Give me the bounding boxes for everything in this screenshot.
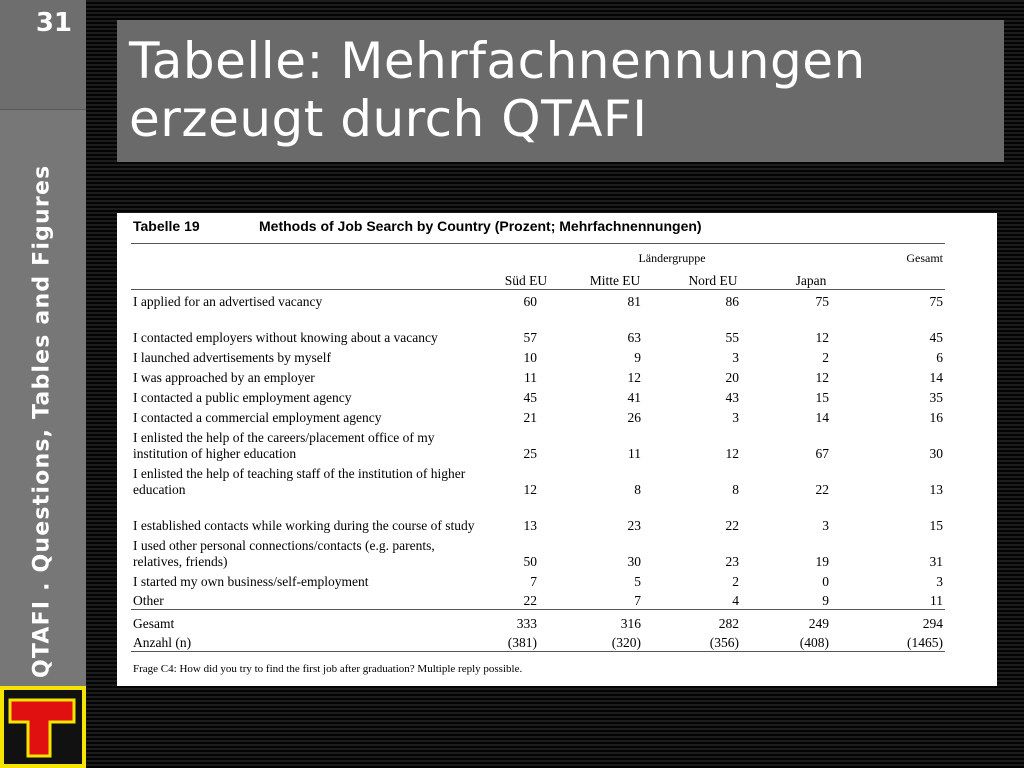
table-footnote: Frage C4: How did you try to find the first job after graduation? Multiple reply possible. xyxy=(133,663,523,675)
table-column-header-row xyxy=(131,266,945,290)
row-label: I used other personal connections/contacts (e.g. parents, relatives, friends) xyxy=(133,537,435,569)
table-row xyxy=(131,346,945,366)
slide-title-line-1: Tabelle: Mehrfachnennungen xyxy=(129,32,866,90)
table-cell: 67 xyxy=(815,445,829,461)
table-cell: 25 xyxy=(523,445,537,461)
table-row xyxy=(131,366,945,386)
table-count-row xyxy=(131,632,945,652)
table-cell: 19 xyxy=(815,553,829,569)
table-cell: 8 xyxy=(634,481,641,497)
total-header: Gesamt xyxy=(859,244,945,266)
table-cell: 31 xyxy=(929,553,943,569)
table-cell: 75 xyxy=(815,293,829,309)
table-cell: 13 xyxy=(523,517,537,533)
row-label: I established contacts while working during the course of study xyxy=(133,517,475,533)
column-header: Süd EU xyxy=(485,266,567,290)
table-cell: 45 xyxy=(929,329,943,345)
count-label: Anzahl (n) xyxy=(131,632,485,652)
row-label: I contacted employers without knowing about a vacancy xyxy=(133,329,438,345)
table-cell: 11 xyxy=(628,445,641,461)
table-cell: 35 xyxy=(929,389,943,405)
table-row xyxy=(131,534,945,570)
table-cell: 22 xyxy=(523,593,537,608)
table-cell: 9 xyxy=(822,593,829,608)
row-label: Other xyxy=(133,593,164,608)
column-header: Japan xyxy=(763,266,859,290)
table-row xyxy=(131,426,945,462)
table-cell: 50 xyxy=(523,553,537,569)
total-label: Gesamt xyxy=(131,610,485,632)
slide-title-line-2: erzeugt durch QTAFI xyxy=(129,90,648,148)
table-cell: 20 xyxy=(725,369,739,385)
table-cell: 22 xyxy=(815,481,829,497)
table-panel xyxy=(117,213,997,686)
table-cell: 15 xyxy=(815,389,829,405)
table-cell: 14 xyxy=(929,369,943,385)
table-row xyxy=(131,590,945,610)
table-cell: 7 xyxy=(530,573,537,589)
table-cell: 4 xyxy=(732,593,739,608)
table-cell: 30 xyxy=(627,553,641,569)
table-cell: 16 xyxy=(929,409,943,425)
table-cell: 14 xyxy=(815,409,829,425)
qtafi-logo-icon xyxy=(0,686,86,768)
table-cell: 12 xyxy=(815,369,829,385)
table-caption-number: Tabelle 19 xyxy=(133,218,200,234)
table-cell: 55 xyxy=(725,329,739,345)
table-cell: 57 xyxy=(523,329,537,345)
table-cell: 15 xyxy=(929,517,943,533)
table-cell: 75 xyxy=(929,293,943,309)
table-cell: 43 xyxy=(725,389,739,405)
table-row xyxy=(131,462,945,498)
table-cell: 21 xyxy=(523,409,537,425)
table-cell: 12 xyxy=(627,369,641,385)
table-cell: (320) xyxy=(567,632,663,652)
row-label: I launched advertisements by myself xyxy=(133,349,331,365)
table-row xyxy=(131,386,945,406)
table-row xyxy=(131,310,945,346)
table-cell: 63 xyxy=(627,329,641,345)
table-cell: 23 xyxy=(725,553,739,569)
job-search-table xyxy=(131,243,945,652)
table-cell: 45 xyxy=(523,389,537,405)
table-cell: 9 xyxy=(634,349,641,365)
row-label: I contacted a public employment agency xyxy=(133,389,352,405)
table-cell: 23 xyxy=(627,517,641,533)
group-header: Ländergruppe xyxy=(485,244,859,266)
table-cell: 294 xyxy=(859,610,945,632)
table-total-row xyxy=(131,610,945,632)
slide-title-box xyxy=(117,20,1004,162)
table-row xyxy=(131,570,945,590)
table-cell: 3 xyxy=(936,573,943,589)
table-row xyxy=(131,290,945,310)
table-cell: 22 xyxy=(725,517,739,533)
column-header: Mitte EU xyxy=(567,266,663,290)
table-cell: 316 xyxy=(567,610,663,632)
table-cell: (356) xyxy=(663,632,763,652)
table-caption xyxy=(133,218,702,234)
table-cell: 13 xyxy=(929,481,943,497)
table-cell: 3 xyxy=(822,517,829,533)
row-label: I contacted a commercial employment agency xyxy=(133,409,382,425)
row-label: I enlisted the help of the careers/placement office of my institution of higher education xyxy=(133,429,435,461)
sidebar xyxy=(0,0,86,768)
table-cell: 333 xyxy=(485,610,567,632)
table-cell: (1465) xyxy=(859,632,945,652)
table-group-header-row xyxy=(131,244,945,266)
table-cell: 249 xyxy=(763,610,859,632)
table-cell: 12 xyxy=(725,445,739,461)
table-row xyxy=(131,498,945,534)
table-cell: 2 xyxy=(822,349,829,365)
table-cell: (408) xyxy=(763,632,859,652)
table-cell: 12 xyxy=(815,329,829,345)
table-cell: (381) xyxy=(485,632,567,652)
table-cell: 5 xyxy=(634,573,641,589)
table-cell: 282 xyxy=(663,610,763,632)
table-row xyxy=(131,406,945,426)
table-cell: 10 xyxy=(523,349,537,365)
sidebar-title-wrap xyxy=(12,118,72,678)
table-cell: 41 xyxy=(627,389,641,405)
table-cell: 11 xyxy=(524,369,537,385)
row-label: I was approached by an employer xyxy=(133,369,315,385)
slide-number: 31 xyxy=(35,8,72,38)
table-cell: 12 xyxy=(523,481,537,497)
row-label: I enlisted the help of teaching staff of the institution of higher education xyxy=(133,465,466,497)
table-cell: 86 xyxy=(725,293,739,309)
table-cell: 3 xyxy=(732,409,739,425)
table-cell: 0 xyxy=(822,573,829,589)
row-label: I started my own business/self-employment xyxy=(133,573,369,589)
column-header: Nord EU xyxy=(663,266,763,290)
table-caption-text: Methods of Job Search by Country (Prozent; Mehrfachnennungen) xyxy=(259,218,702,234)
table-cell: 81 xyxy=(627,293,641,309)
slide-number-box xyxy=(0,0,86,110)
table-cell: 6 xyxy=(936,349,943,365)
table-cell: 11 xyxy=(930,593,943,608)
table-cell: 2 xyxy=(732,573,739,589)
table-cell: 26 xyxy=(627,409,641,425)
row-label: I applied for an advertised vacancy xyxy=(133,293,323,309)
table-cell: 60 xyxy=(523,293,537,309)
table-cell: 7 xyxy=(634,593,641,608)
table-cell: 30 xyxy=(929,445,943,461)
table-cell: 3 xyxy=(732,349,739,365)
table-cell: 8 xyxy=(732,481,739,497)
sidebar-title: QTAFI . Questions, Tables and Figures xyxy=(29,164,55,678)
